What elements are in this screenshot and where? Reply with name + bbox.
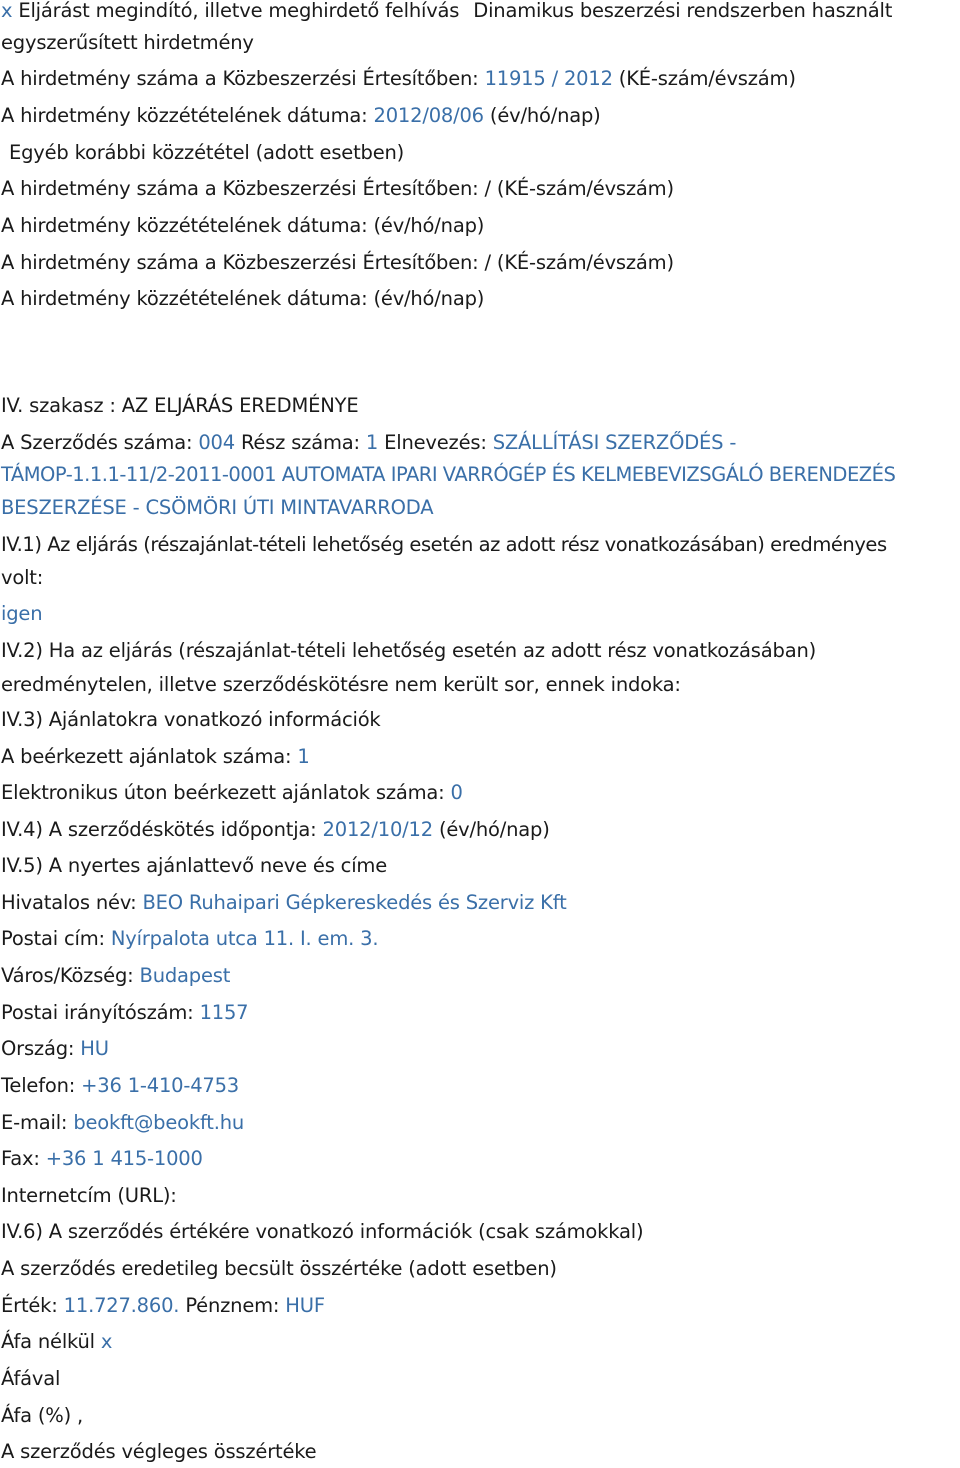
ke-number-label: A hirdetmény száma a Közbeszerzési Értesítőben: [1,67,479,90]
email-label: E-mail: [1,1111,68,1134]
iv6-heading: IV.6) A szerződés értékére vonatkozó információk (csak számokkal) [1,1220,644,1243]
offers-label: A beérkezett ajánlatok száma: [1,745,292,768]
other-pub-date-1: A hirdetmény közzétételének dátuma: (év/hó/nap) [1,214,485,237]
currency-value: HUF [285,1294,325,1317]
iv1-label-cont: volt: [1,566,44,589]
iv4-row [1,818,550,842]
e-offers-row [1,781,463,805]
value-label: Érték: [1,1294,58,1317]
fax-label: Fax: [1,1147,40,1170]
name-label: Elnevezés: [384,431,487,454]
email-row [1,1111,244,1135]
contract-row [1,431,736,455]
notice-type-label: Eljárást megindító, illetve meghirdető felhívás [18,0,460,22]
offers-value: 1 [297,745,310,768]
ke-number-row [1,67,796,91]
gross-label: Áfával [1,1367,61,1390]
iv4-value: 2012/10/12 [322,818,433,841]
value-value: 11.727.860. [63,1294,180,1317]
name-value-line-3: BESZERZÉSE - CSÖMÖRI ÚTI MINTAVARRODA [1,496,434,519]
official-name-value: BEO Ruhaipari Gépkereskedés és Szerviz Kft [142,891,567,914]
estimated-total-label: A szerződés eredetileg becsült összértéke (adott esetben) [1,1257,557,1280]
url-label: Internetcím (URL): [1,1184,177,1207]
phone-label: Telefon: [1,1074,76,1097]
postal-address-row [1,927,378,951]
section-heading: IV. szakasz : AZ ELJÁRÁS EREDMÉNYE [1,394,359,417]
e-offers-value: 0 [450,781,463,804]
value-row [1,1294,325,1318]
fax-row [1,1147,203,1171]
ke-number-value: 11915 / 2012 [484,67,613,90]
postal-address-label: Postai cím: [1,927,105,950]
notice-type-value: Dinamikus beszerzési rendszerben használt [473,0,893,22]
iv2-label: IV.2) Ha az eljárás (részajánlat-tételi lehetőség esetén az adott rész vonatkozásában) [1,639,817,662]
postal-address-value: Nyírpalota utca 11. I. em. 3. [110,927,379,950]
vat-label: Áfa (%) , [1,1404,83,1427]
official-name-row [1,891,567,915]
email-value: beokft@beokft.hu [73,1111,245,1134]
name-value-line-2: TÁMOP-1.1.1-11/2-2011-0001 AUTOMATA IPARI VARRÓGÉP ÉS KELMEBEVIZSGÁLÓ BERENDEZÉS [1,463,896,486]
ke-number-suffix: (KÉ-szám/évszám) [618,67,796,90]
city-label: Város/Község: [1,964,134,987]
notice-type-marker: x [1,0,13,22]
pub-date-suffix: (év/hó/nap) [489,104,601,127]
contract-no-value: 004 [198,431,235,454]
part-no-value: 1 [365,431,379,454]
iv4-label: IV.4) A szerződéskötés időpontja: [1,818,317,841]
phone-row [1,1074,239,1098]
iv5-heading: IV.5) A nyertes ajánlattevő neve és címe [1,854,388,877]
iv1-value: igen [1,602,43,625]
iv4-suffix: (év/hó/nap) [438,818,550,841]
contract-no-label: A Szerződés száma: [1,431,193,454]
pub-date-label: A hirdetmény közzétételének dátuma: [1,104,368,127]
net-row [1,1330,112,1354]
net-label: Áfa nélkül [1,1330,95,1353]
city-row [1,964,230,988]
other-ke-number-1: A hirdetmény száma a Közbeszerzési Értesítőben: / (KÉ-szám/évszám) [1,177,674,200]
other-ke-number-2: A hirdetmény száma a Közbeszerzési Értesítőben: / (KÉ-szám/évszám) [1,251,674,274]
final-total-label: A szerződés végleges összértéke [1,1440,317,1463]
net-value: x [100,1330,113,1353]
country-label: Ország: [1,1037,75,1060]
e-offers-label: Elektronikus úton beérkezett ajánlatok száma: [1,781,445,804]
iv2-label-cont: eredménytelen, illetve szerződéskötésre nem került sor, ennek indoka: [1,673,681,696]
zip-row [1,1001,248,1025]
fax-value: +36 1 415-1000 [45,1147,203,1170]
iv3-heading: IV.3) Ajánlatokra vonatkozó információk [1,708,381,731]
other-pub-date-2: A hirdetmény közzétételének dátuma: (év/hó/nap) [1,287,485,310]
name-value: SZÁLLÍTÁSI SZERZŐDÉS - [492,431,737,454]
zip-label: Postai irányítószám: [1,1001,194,1024]
offers-row [1,745,310,769]
official-name-label: Hivatalos név: [1,891,137,914]
notice-type-row [1,0,892,23]
country-value: HU [80,1037,109,1060]
iv1-label: IV.1) Az eljárás (részajánlat-tételi lehetőség esetén az adott rész vonatkozásában) eredményes [1,533,887,556]
zip-value: 1157 [199,1001,249,1024]
city-value: Budapest [139,964,231,987]
pub-date-row [1,104,601,128]
country-row [1,1037,109,1061]
pub-date-value: 2012/08/06 [373,104,484,127]
other-pub-heading: Egyéb korábbi közzététel (adott esetben) [9,141,405,164]
phone-value: +36 1-410-4753 [81,1074,240,1097]
notice-type-continuation: egyszerűsített hirdetmény [1,31,254,54]
currency-label: Pénznem: [185,1294,280,1317]
part-no-label: Rész száma: [240,431,360,454]
